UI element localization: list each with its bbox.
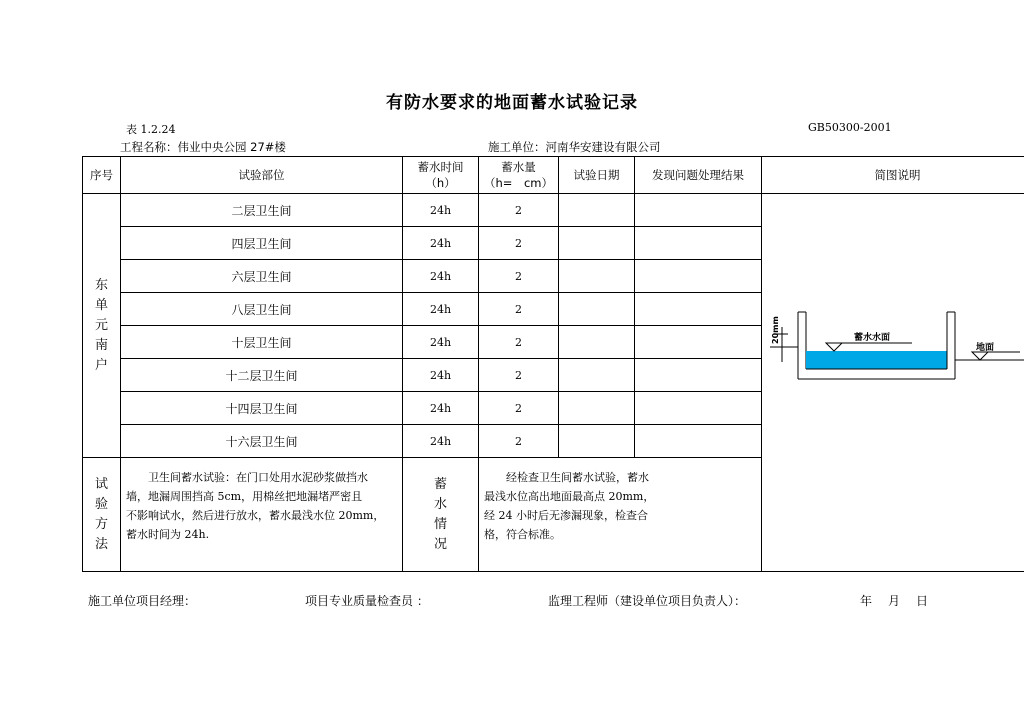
row-location: 六层卫生间 — [121, 260, 403, 293]
header-amount-line2: （h= cm） — [484, 176, 553, 190]
method-line: 蓄水时间为 24h. — [126, 528, 210, 541]
method-line: 不影响试水，然后进行放水，蓄水最浅水位 20mm， — [126, 509, 385, 522]
row-date — [559, 260, 635, 293]
row-duration: 24h — [403, 326, 479, 359]
method-char: 法 — [94, 536, 108, 552]
header-date: 试验日期 — [559, 157, 635, 194]
method-line: 卫生间蓄水试验：在门口处用水泥砂浆做挡水 — [148, 471, 368, 484]
status-line: 格，符合标准。 — [484, 528, 561, 541]
row-date — [559, 326, 635, 359]
water-fill — [806, 351, 947, 369]
row-date — [559, 359, 635, 392]
signature-date: 年 月 日 — [860, 594, 931, 608]
header-duration-line2: （h） — [425, 176, 456, 190]
row-duration: 24h — [403, 425, 479, 458]
status-char: 水 — [433, 496, 447, 512]
status-line: 经 24 小时后无渗漏现象，检查合 — [484, 509, 648, 522]
status-char: 情 — [433, 516, 447, 532]
unit-char: 户 — [94, 357, 108, 373]
header-amount-line1: 蓄水量 — [501, 160, 536, 174]
row-result — [635, 293, 762, 326]
contractor-name: 施工单位：河南华安建设有限公司 — [488, 140, 661, 154]
inspector-signature: 项目专业质量检查员 ： — [305, 594, 429, 608]
header-duration — [403, 157, 479, 194]
table-number: 表 1.2.24 — [126, 123, 176, 136]
header-sketch: 简图说明 — [762, 157, 1024, 194]
row-result — [635, 359, 762, 392]
water-surface-label: 蓄水水面 — [854, 333, 891, 343]
row-amount: 2 — [479, 392, 559, 425]
row-result — [635, 425, 762, 458]
status-char: 况 — [433, 536, 447, 552]
status-text — [479, 458, 762, 572]
dimension-label: 20mm — [771, 316, 780, 344]
row-location: 十二层卫生间 — [121, 359, 403, 392]
water-level-marker — [826, 343, 842, 351]
page-title: 有防水要求的地面蓄水试验记录 — [386, 93, 638, 113]
unit-char: 南 — [94, 337, 108, 353]
row-location: 十四层卫生间 — [121, 392, 403, 425]
unit-group-label — [83, 194, 121, 458]
ground-label: 地面 — [976, 343, 995, 353]
row-location: 四层卫生间 — [121, 227, 403, 260]
method-line: 墙，地漏周围挡高 5cm，用棉丝把地漏堵严密且 — [126, 490, 363, 503]
row-duration: 24h — [403, 260, 479, 293]
manager-signature: 施工单位项目经理： — [88, 594, 197, 608]
method-text — [121, 458, 403, 572]
supervisor-signature: 监理工程师（建设单位项目负责人）： — [548, 594, 747, 608]
header-location: 试验部位 — [121, 157, 403, 194]
method-char: 验 — [94, 496, 108, 512]
row-duration: 24h — [403, 359, 479, 392]
row-amount: 2 — [479, 260, 559, 293]
row-duration: 24h — [403, 227, 479, 260]
sketch-cell — [762, 194, 1024, 572]
status-char: 蓄 — [433, 476, 447, 492]
status-line: 最浅水位高出地面最高点 20mm， — [484, 490, 655, 503]
row-amount: 2 — [479, 359, 559, 392]
row-amount: 2 — [479, 293, 559, 326]
row-date — [559, 194, 635, 227]
row-result — [635, 326, 762, 359]
standard-code: GB50300-2001 — [808, 121, 892, 134]
row-date — [559, 392, 635, 425]
header-duration-line1: 蓄水时间 — [417, 160, 464, 174]
row-duration: 24h — [403, 293, 479, 326]
row-amount: 2 — [479, 425, 559, 458]
unit-char: 东 — [94, 277, 108, 293]
status-line: 经检查卫生间蓄水试验，蓄水 — [506, 471, 649, 484]
method-char: 试 — [94, 476, 108, 492]
header-amount — [479, 157, 559, 194]
project-name: 工程名称：伟业中央公园 27#楼 — [120, 140, 286, 154]
method-label — [83, 458, 121, 572]
row-amount: 2 — [479, 227, 559, 260]
header-result: 发现问题处理结果 — [635, 157, 762, 194]
unit-char: 单 — [94, 297, 108, 313]
method-char: 方 — [94, 516, 108, 532]
row-result — [635, 227, 762, 260]
row-amount: 2 — [479, 194, 559, 227]
table-row — [83, 194, 1024, 227]
row-date — [559, 227, 635, 260]
row-location: 八层卫生间 — [121, 293, 403, 326]
row-result — [635, 392, 762, 425]
row-location: 十六层卫生间 — [121, 425, 403, 458]
row-duration: 24h — [403, 194, 479, 227]
row-result — [635, 260, 762, 293]
row-amount: 2 — [479, 326, 559, 359]
water-test-sketch — [762, 194, 1024, 574]
row-location: 二层卫生间 — [121, 194, 403, 227]
header-seq: 序号 — [83, 157, 121, 194]
status-label — [403, 458, 479, 572]
record-table — [82, 156, 1024, 572]
header-row — [83, 157, 1024, 194]
row-duration: 24h — [403, 392, 479, 425]
unit-char: 元 — [94, 317, 108, 333]
row-location: 十层卫生间 — [121, 326, 403, 359]
row-result — [635, 194, 762, 227]
row-date — [559, 293, 635, 326]
row-date — [559, 425, 635, 458]
ground-level-marker — [972, 352, 988, 360]
